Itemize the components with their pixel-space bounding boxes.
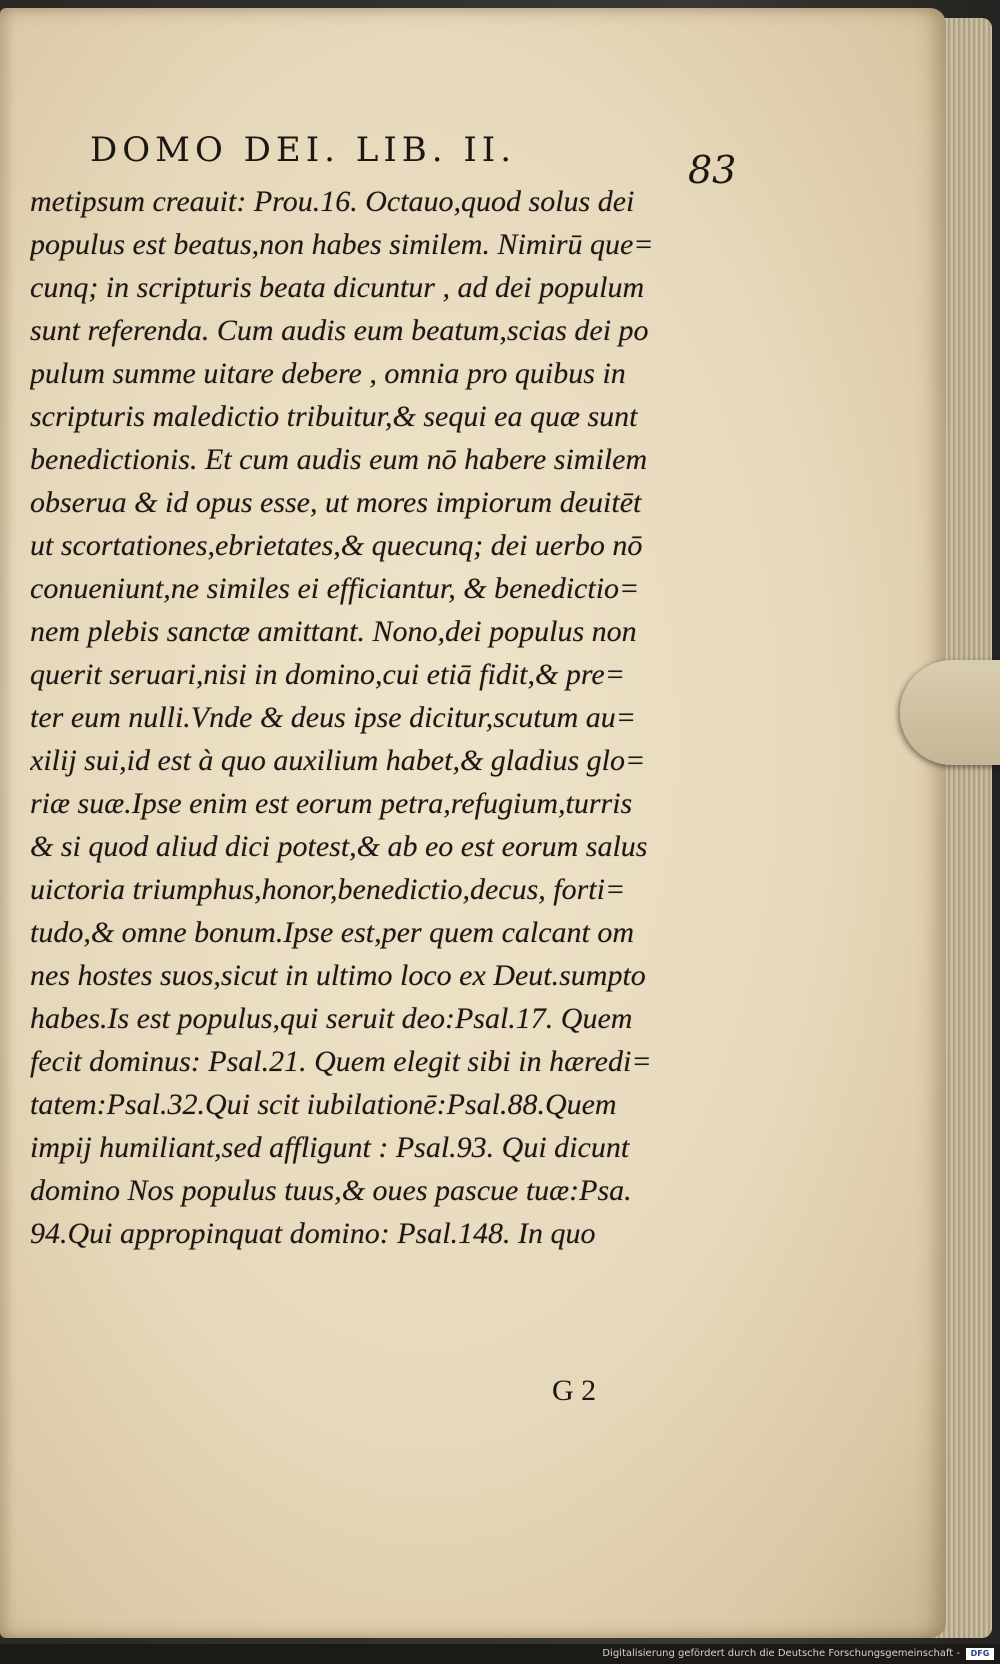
text-line: impij humiliant,sed affligunt : Psal.93. Qui dicunt bbox=[30, 1131, 630, 1164]
text-body bbox=[30, 180, 740, 1255]
text-line: xilij sui,id est à quo auxilium habet,& gladius glo= bbox=[30, 744, 646, 777]
running-title: DOMO DEI. LIB. II. bbox=[90, 130, 517, 170]
text-line: populus est beatus,non habes similem. Nimirū que= bbox=[30, 228, 654, 261]
dfg-logo: DFG bbox=[966, 1648, 994, 1660]
text-line: metipsum creauit: Prou.16. Octauo,quod solus dei bbox=[30, 185, 635, 218]
text-line: 94.Qui appropinquat domino: Psal.148. In quo bbox=[30, 1217, 596, 1250]
text-line: tudo,& omne bonum.Ipse est,per quem calcant om bbox=[30, 916, 635, 949]
page-number: 83 bbox=[688, 148, 737, 192]
text-line: habes.Is est populus,qui seruit deo:Psal.17. Quem bbox=[30, 1002, 633, 1035]
text-line: & si quod aliud dici potest,& ab eo est eorum salus bbox=[30, 830, 648, 863]
text-line: pulum summe uitare debere , omnia pro quibus in bbox=[30, 357, 626, 390]
text-line: obserua & id opus esse, ut mores impiorum deuitēt bbox=[30, 486, 642, 519]
text-line: benedictionis. Et cum audis eum nō habere similem bbox=[30, 443, 648, 476]
text-line: nes hostes suos,sicut in ultimo loco ex Deut.sumpto bbox=[30, 959, 646, 992]
text-line: ut scortationes,ebrietates,& quecunq; dei uerbo nō bbox=[30, 529, 643, 562]
footer-credit: Digitalisierung gefördert durch die Deutsche Forschungsgemeinschaft - bbox=[602, 1648, 960, 1659]
text-line: tatem:Psal.32.Qui scit iubilationē:Psal.88.Quem bbox=[30, 1088, 617, 1121]
text-line: sunt referenda. Cum audis eum beatum,scias dei po bbox=[30, 314, 649, 347]
text-line: domino Nos populus tuus,& oues pascue tuæ:Psa. bbox=[30, 1174, 632, 1207]
text-line: riæ suæ.Ipse enim est eorum petra,refugium,turris bbox=[30, 787, 633, 820]
text-line: cunq; in scripturis beata dicuntur , ad dei populum bbox=[30, 271, 645, 304]
text-line: querit seruari,nisi in domino,cui etiā fidit,& pre= bbox=[30, 658, 625, 691]
signature-mark: G 2 bbox=[552, 1374, 597, 1407]
text-line: scripturis maledictio tribuitur,& sequi ea quæ sunt bbox=[30, 400, 638, 433]
text-line: uictoria triumphus,honor,benedictio,decus, forti= bbox=[30, 873, 626, 906]
text-line: ter eum nulli.Vnde & deus ipse dicitur,scutum au= bbox=[30, 701, 637, 734]
text-line: fecit dominus: Psal.21. Quem elegit sibi in hæredi= bbox=[30, 1045, 652, 1078]
text-line: nem plebis sanctæ amittant. Nono,dei populus non bbox=[30, 615, 637, 648]
text-line: conueniunt,ne similes ei efficiantur, & benedictio= bbox=[30, 572, 640, 605]
page-clip bbox=[900, 660, 1000, 765]
